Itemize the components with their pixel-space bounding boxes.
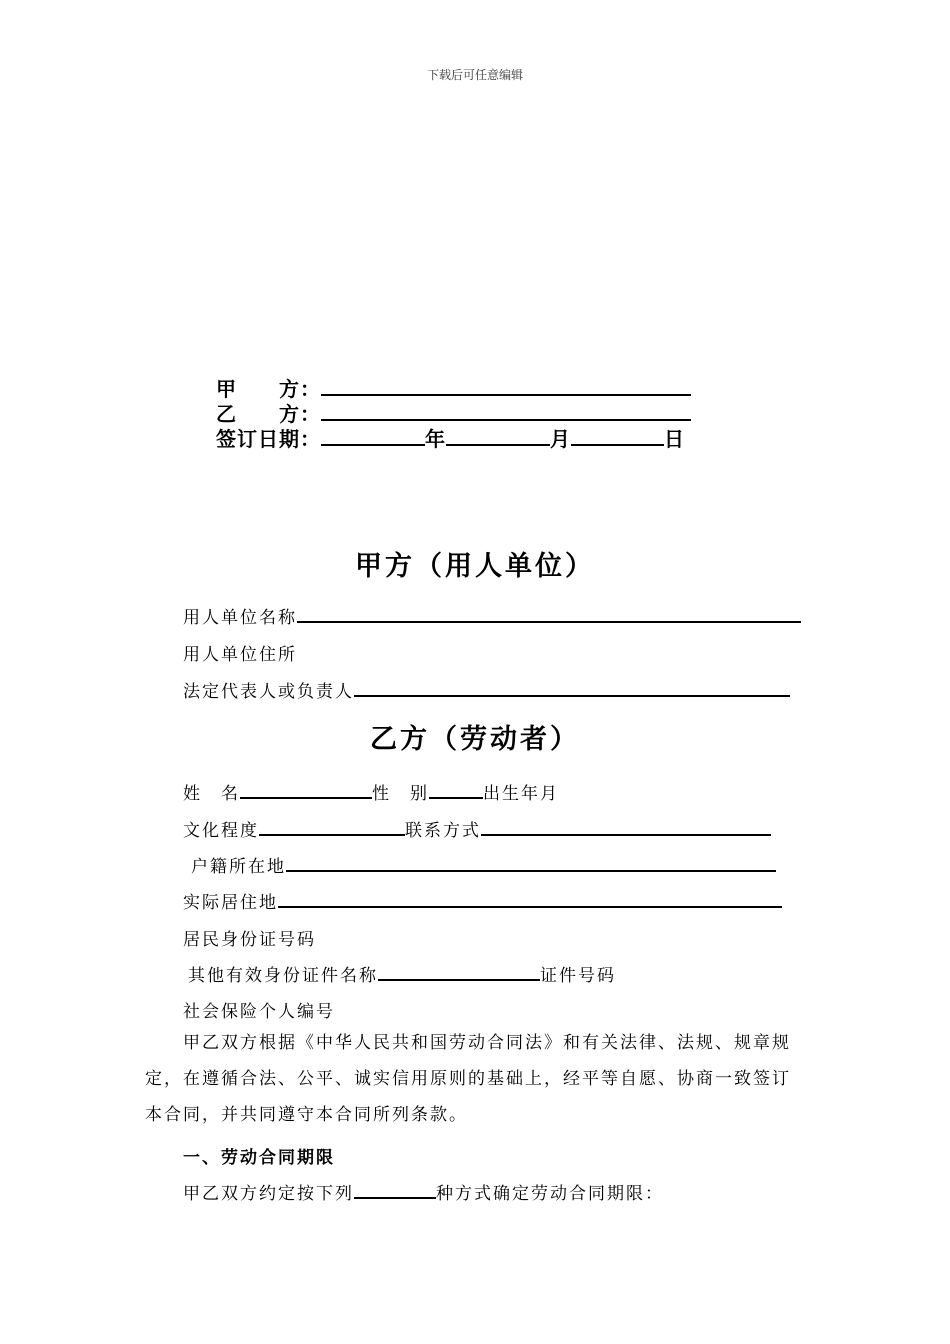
party-a-label: 甲 方：: [216, 377, 321, 401]
section-1-text-after: 种方式确定劳动合同期限：: [436, 1184, 664, 1204]
year-label: 年: [425, 427, 446, 451]
name-label: 姓 名: [183, 784, 240, 804]
employer-name-label: 用人单位名称: [183, 608, 297, 628]
education-contact-row: [183, 816, 771, 841]
employer-name-row: [183, 603, 801, 628]
name-blank[interactable]: [240, 797, 372, 799]
signing-date-label: 签订日期：: [216, 427, 321, 451]
residence-label: 实际居住地: [183, 893, 278, 913]
contact-blank[interactable]: [481, 834, 771, 836]
party-b-label: 乙 方：: [216, 402, 321, 426]
cert-number-label: 证件号码: [540, 966, 616, 986]
name-gender-row: [183, 779, 559, 804]
worker-title: 乙方（劳动者）: [370, 724, 580, 755]
employer-address-label: 用人单位住所: [183, 645, 297, 665]
birth-label: 出生年月: [483, 784, 559, 804]
representative-label: 法定代表人或负责人: [183, 682, 354, 702]
year-blank[interactable]: [321, 444, 425, 446]
month-blank[interactable]: [446, 444, 550, 446]
signing-date-row: [216, 423, 685, 452]
representative-row: [183, 677, 790, 702]
party-a-blank[interactable]: [321, 394, 691, 396]
employer-title: 甲方（用人单位）: [355, 551, 595, 582]
household-row: [191, 852, 776, 877]
employer-name-blank[interactable]: [297, 621, 801, 623]
party-b-blank[interactable]: [321, 419, 691, 421]
intro-line-3: 本合同，并共同遵守本合同所列条款。: [145, 1105, 468, 1125]
gender-label: 性 别: [372, 784, 429, 804]
intro-line-1: 甲乙双方根据《中华人民共和国劳动合同法》和有关法律、法规、规章规: [183, 1033, 791, 1053]
page-header: 下载后可任意编辑: [426, 68, 523, 82]
other-id-label: 其他有效身份证件名称: [188, 966, 378, 986]
day-label: 日: [664, 427, 685, 451]
day-blank[interactable]: [571, 444, 664, 446]
residence-blank[interactable]: [278, 906, 782, 908]
residence-row: [183, 888, 782, 913]
contact-label: 联系方式: [405, 821, 481, 841]
month-label: 月: [550, 427, 571, 451]
household-blank[interactable]: [286, 870, 776, 872]
contract-type-blank[interactable]: [354, 1197, 436, 1199]
social-security-label: 社会保险个人编号: [183, 1002, 335, 1022]
section-1-title: 一、劳动合同期限: [183, 1148, 335, 1168]
id-number-label: 居民身份证号码: [183, 930, 316, 950]
other-id-blank[interactable]: [378, 979, 540, 981]
gender-blank[interactable]: [429, 797, 483, 799]
education-blank[interactable]: [259, 834, 405, 836]
household-label: 户籍所在地: [191, 857, 286, 877]
section-1-text-before: 甲乙双方约定按下列: [183, 1184, 354, 1204]
intro-line-2: 定，在遵循合法、公平、诚实信用原则的基础上，经平等自愿、协商一致签订: [145, 1069, 791, 1089]
section-1-text-row: [183, 1179, 664, 1204]
other-id-row: [188, 961, 616, 986]
representative-blank[interactable]: [354, 695, 790, 697]
education-label: 文化程度: [183, 821, 259, 841]
